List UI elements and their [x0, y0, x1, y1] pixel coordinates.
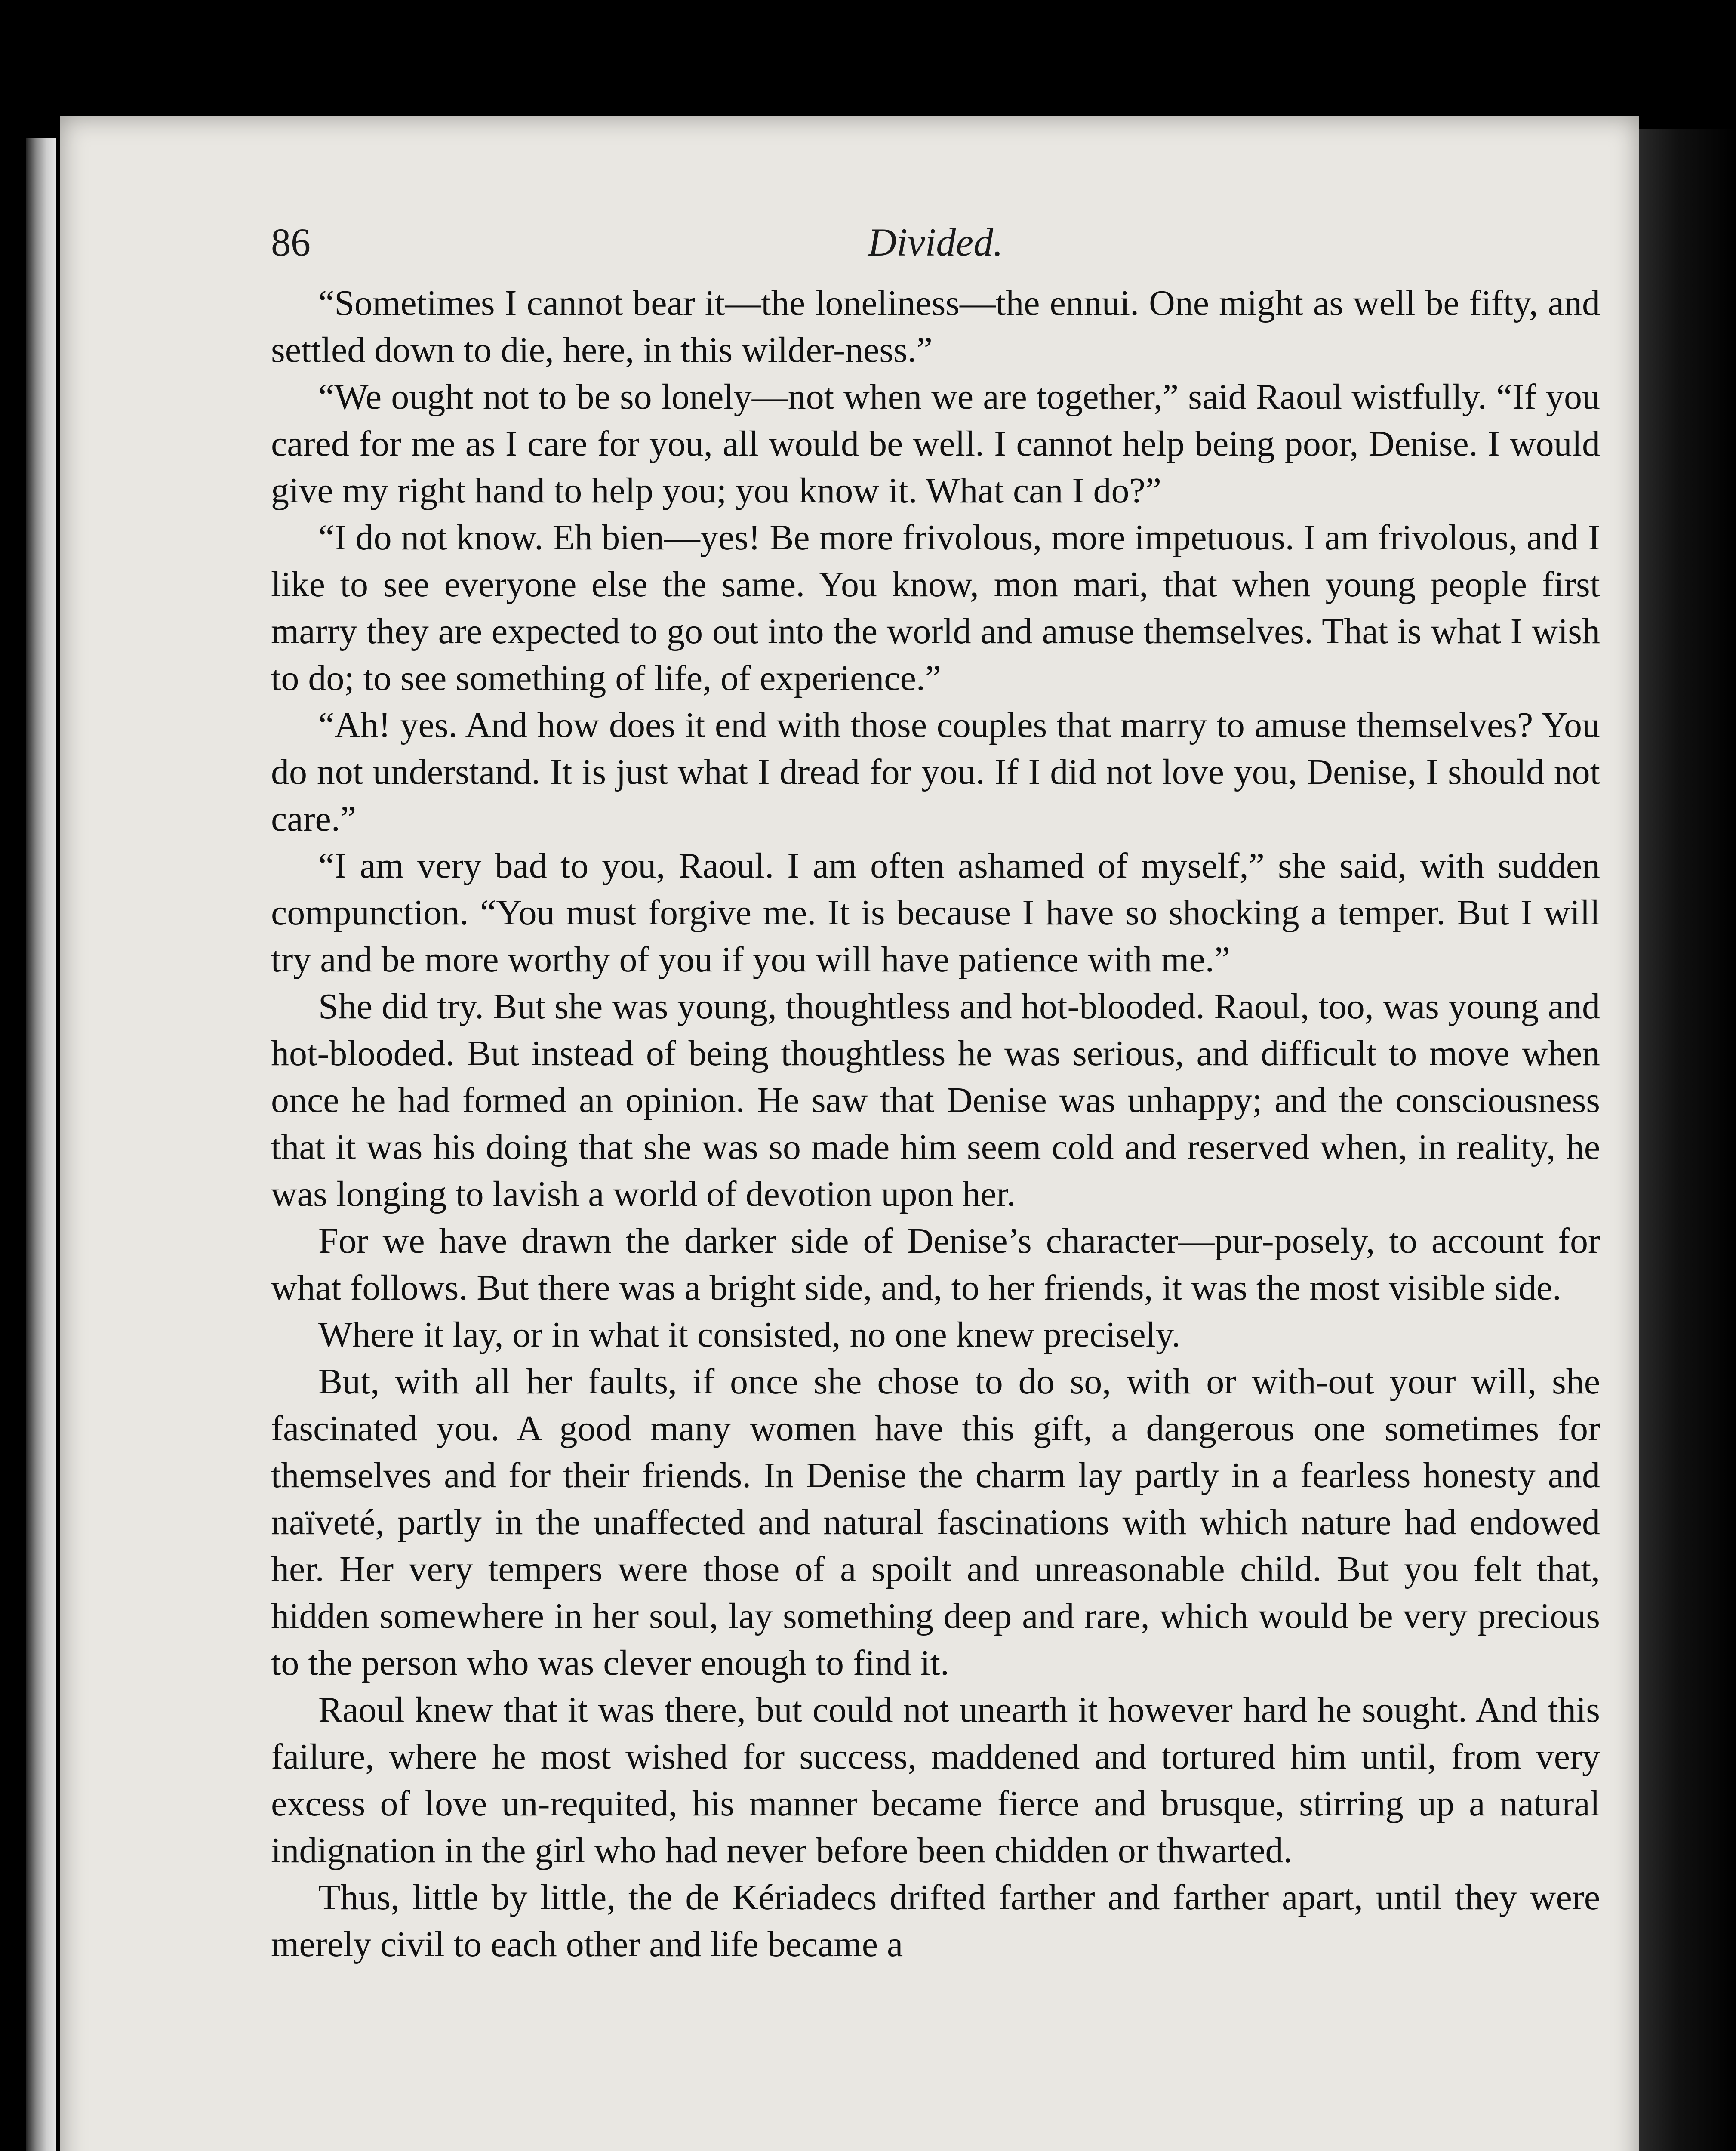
page-content [271, 219, 1600, 2151]
paragraph-7: For we have drawn the darker side of Denise’s character—pur-posely, to account for what follows. But there was a bright side, and, to her friends, it was the most visible side. [271, 1221, 1600, 1308]
body-text [271, 280, 1600, 1968]
paragraph-1: “Sometimes I cannot bear it—the loneliness—the ennui. One might as well be fifty, and settled down to die, here, in this wilder-ness.” [271, 283, 1600, 370]
book-binding-shadow [1639, 129, 1736, 2151]
paragraph-9: But, with all her faults, if once she chose to do so, with or with-out your will, she fascinated you. A good many women have this gift, a dangerous one sometimes for themselves and for their friends. In Denise the charm lay partly in a fearless honesty and naïveté, partly in the unaffected and natural fascinations with which nature had endowed her. Her very tempers were those of a spoilt and unreasonable child. But you felt that, hidden somewhere in her soul, lay something deep and rare, which would be very precious to the person who was clever enough to find it. [271, 1362, 1600, 1683]
paragraph-10: Raoul knew that it was there, but could not unearth it however hard he sought. And this failure, where he most wished for success, maddened and tortured him until, from very excess of love un-requited, his manner became fierce and brusque, stirring up a natural indignation in the girl who had never before been chidden or thwarted. [271, 1690, 1600, 1871]
page-edge-left [26, 138, 56, 2151]
paragraph-8: Where it lay, or in what it consisted, no one knew precisely. [318, 1315, 1181, 1355]
book-page [60, 116, 1639, 2151]
running-head [271, 219, 1600, 280]
page-number: 86 [271, 220, 311, 264]
paragraph-2: “We ought not to be so lonely—not when we are together,” said Raoul wistfully. “If you cared for me as I care for you, all would be well. I cannot help being poor, Denise. I would give my right hand to help you; you know it. What can I do?” [271, 377, 1600, 511]
paragraph-3: “I do not know. Eh bien—yes! Be more frivolous, more impetuous. I am frivolous, and I like to see everyone else the same. You know, mon mari, that when young people first marry they are expected to go out into the world and amuse themselves. That is what I wish to do; to see something of life, of experience.” [271, 518, 1600, 698]
running-title: Divided. [868, 220, 1003, 264]
paragraph-6: She did try. But she was young, thoughtless and hot-blooded. Raoul, too, was young and hot-blooded. But instead of being thoughtless he was serious, and difficult to move when once he had formed an opinion. He saw that Denise was unhappy; and the consciousness that it was his doing that she was so made him seem cold and reserved when, in reality, he was longing to lavish a world of devotion upon her. [271, 986, 1600, 1214]
paragraph-4: “Ah! yes. And how does it end with those couples that marry to amuse themselves? You do not understand. It is just what I dread for you. If I did not love you, Denise, I should not care.” [271, 705, 1600, 839]
paragraph-5: “I am very bad to you, Raoul. I am often ashamed of myself,” she said, with sudden compunction. “You must forgive me. It is because I have so shocking a temper. But I will try and be more worthy of you if you will have patience with me.” [271, 846, 1600, 980]
paragraph-11: Thus, little by little, the de Kériadecs drifted farther and farther apart, until they were merely civil to each other and life became a [271, 1877, 1600, 1964]
